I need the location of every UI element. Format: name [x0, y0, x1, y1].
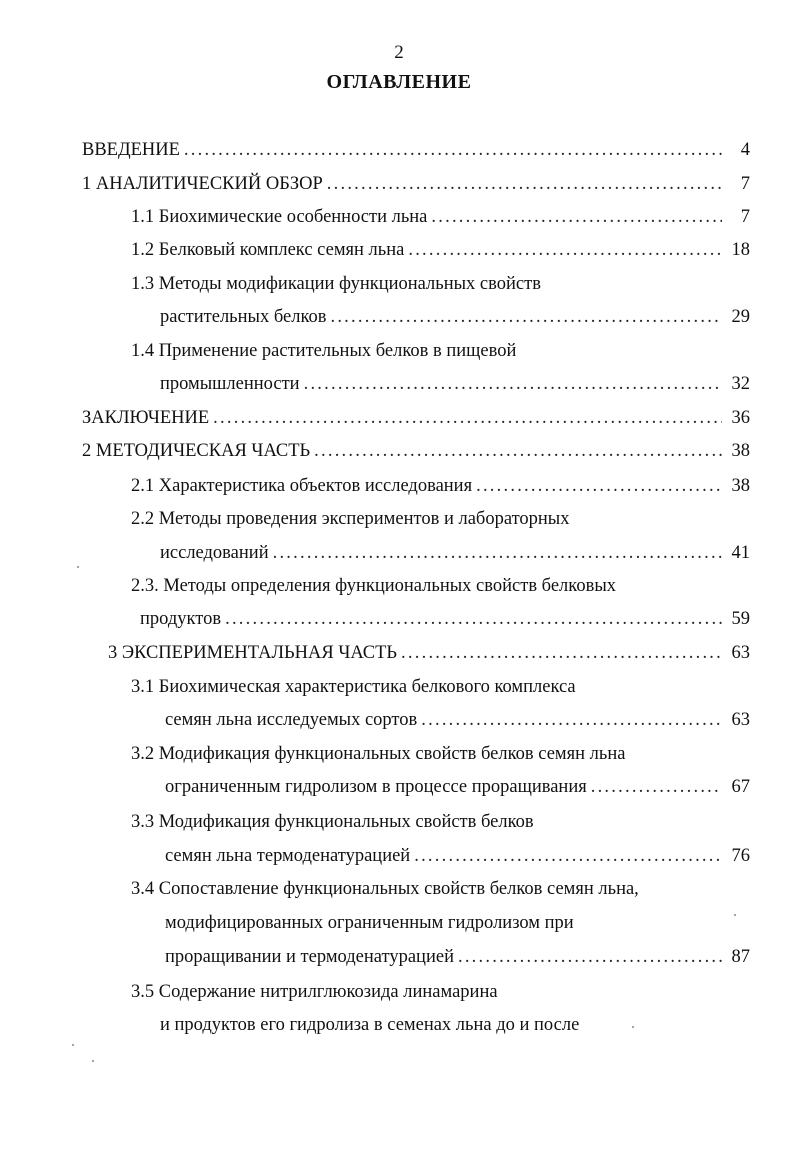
toc-entry-section-2-1 — [131, 473, 750, 499]
toc-entry-page: 7 — [740, 207, 750, 227]
scan-speck — [72, 1044, 74, 1046]
toc-entry-text: 1.3 Методы модификации функциональных свойств — [131, 274, 541, 294]
toc-entry-text: 2 МЕТОДИЧЕСКАЯ ЧАСТЬ — [82, 441, 311, 461]
toc-entry-page: 18 — [731, 240, 750, 260]
scan-speck — [77, 566, 79, 568]
dot-leader — [408, 237, 722, 263]
toc-entry-page: 63 — [731, 643, 750, 663]
toc-entry-section-2-3 — [131, 573, 750, 599]
toc-entry-section-3-3 — [131, 809, 750, 835]
dot-leader — [225, 606, 722, 632]
toc-entry-text: 2.1 Характеристика объектов исследования — [131, 476, 473, 496]
toc-entry-text: ВВЕДЕНИЕ — [82, 140, 180, 160]
toc-entry-text: исследований — [160, 543, 269, 563]
dot-leader — [591, 774, 722, 800]
toc-entry-page: 32 — [731, 374, 750, 394]
toc-entry-page: 36 — [731, 408, 750, 428]
toc-entry-section-3-3-cont — [165, 843, 750, 869]
toc-entry-section-3-2 — [131, 741, 750, 767]
toc-entry-text: 1 АНАЛИТИЧЕСКИЙ ОБЗОР — [82, 174, 323, 194]
toc-entry-text: семян льна термоденатурацией — [165, 846, 411, 866]
dot-leader — [327, 171, 722, 197]
toc-entry-text: ЗАКЛЮЧЕНИЕ — [82, 408, 210, 428]
dot-leader — [304, 371, 722, 397]
dot-leader — [314, 438, 722, 464]
toc-entry-page: 87 — [731, 947, 750, 967]
toc-entry-section-3-1 — [131, 674, 750, 700]
dot-leader — [421, 707, 722, 733]
toc-entry-page: 41 — [731, 543, 750, 563]
toc-entry-text: продуктов — [140, 609, 222, 629]
toc-entry-text: 3.2 Модификация функциональных свойств белков семян льна — [131, 744, 626, 764]
toc-entry-text: 2.3. Методы определения функциональных свойств белковых — [131, 576, 617, 596]
dot-leader — [476, 473, 722, 499]
dot-leader — [431, 204, 722, 230]
dot-leader — [330, 304, 722, 330]
toc-entry-section-3-5-cont — [160, 1012, 750, 1038]
dot-leader — [184, 137, 722, 163]
toc-entry-text: 2.2 Методы проведения экспериментов и лабораторных — [131, 509, 570, 529]
scan-speck — [92, 1060, 94, 1062]
toc-entry-section-1-3-cont — [160, 304, 750, 330]
toc-entry-text: 1.2 Белковый комплекс семян льна — [131, 240, 405, 260]
toc-entry-section-3-1-cont — [165, 707, 750, 733]
toc-entry-text: 1.4 Применение растительных белков в пищевой — [131, 341, 517, 361]
toc-entry-page: 4 — [740, 140, 750, 160]
toc-entry-text: 3.4 Сопоставление функциональных свойств белков семян льна, — [131, 879, 639, 899]
toc-entry-page: 38 — [731, 441, 750, 461]
dot-leader — [458, 944, 722, 970]
toc-entry-section-3-4-cont — [165, 910, 750, 936]
toc-entry-section-1-1 — [131, 204, 750, 230]
toc-entry-text: и продуктов его гидролиза в семенах льна до и после — [160, 1015, 580, 1035]
toc-entry-page: 63 — [731, 710, 750, 730]
toc-title: ОГЛАВЛЕНИЕ — [326, 71, 472, 93]
toc-entry-text: промышленности — [160, 374, 300, 394]
toc-entry-section-1-4 — [131, 338, 750, 364]
dot-leader — [414, 843, 722, 869]
toc-entry-section-1-2 — [131, 237, 750, 263]
toc-entry-page: 67 — [731, 777, 750, 797]
toc-entry-text: 3.5 Содержание нитрилглюкозида линамарина — [131, 982, 498, 1002]
toc-entry-text: модифицированных ограниченным гидролизом при — [165, 913, 574, 933]
dot-leader — [273, 540, 722, 566]
toc-entry-chapter-1 — [82, 171, 750, 197]
toc-entry-page: 59 — [731, 609, 750, 629]
toc-entry-text: 3.1 Биохимическая характеристика белкового комплекса — [131, 677, 576, 697]
toc-entry-text: 1.1 Биохимические особенности льна — [131, 207, 428, 227]
toc-entry-section-1-3 — [131, 271, 750, 297]
toc-entry-conclusion — [82, 405, 750, 431]
page-number: 2 — [394, 42, 404, 63]
dot-leader — [401, 640, 722, 666]
dot-leader — [213, 405, 722, 431]
toc-entry-text: 3.3 Модификация функциональных свойств белков — [131, 812, 534, 832]
toc-entry-chapter-2 — [82, 438, 750, 464]
toc-entry-text: проращивании и термоденатурацией — [165, 947, 454, 967]
toc-entry-page: 38 — [731, 476, 750, 496]
toc-entry-introduction — [82, 137, 750, 163]
scan-speck — [632, 1026, 634, 1028]
toc-entry-page: 7 — [740, 174, 750, 194]
toc-entry-text: растительных белков — [160, 307, 327, 327]
toc-entry-section-3-2-cont — [165, 774, 750, 800]
toc-entry-section-3-5 — [131, 979, 750, 1005]
toc-entry-section-2-2-cont — [160, 540, 750, 566]
toc-entry-text: семян льна исследуемых сортов — [165, 710, 418, 730]
toc-entry-chapter-3 — [108, 640, 750, 666]
toc-entry-section-2-2 — [131, 506, 750, 532]
toc-entry-section-2-3-cont — [140, 606, 750, 632]
toc-entry-text: 3 ЭКСПЕРИМЕНТАЛЬНАЯ ЧАСТЬ — [108, 643, 398, 663]
toc-entry-text: ограниченным гидролизом в процессе проращивания — [165, 777, 587, 797]
toc-entry-page: 76 — [731, 846, 750, 866]
toc-entry-section-3-4 — [131, 876, 750, 902]
toc-entry-page: 29 — [731, 307, 750, 327]
scan-speck — [734, 914, 736, 916]
toc-entry-section-1-4-cont — [160, 371, 750, 397]
toc-entry-section-3-4-cont-2 — [165, 944, 750, 970]
